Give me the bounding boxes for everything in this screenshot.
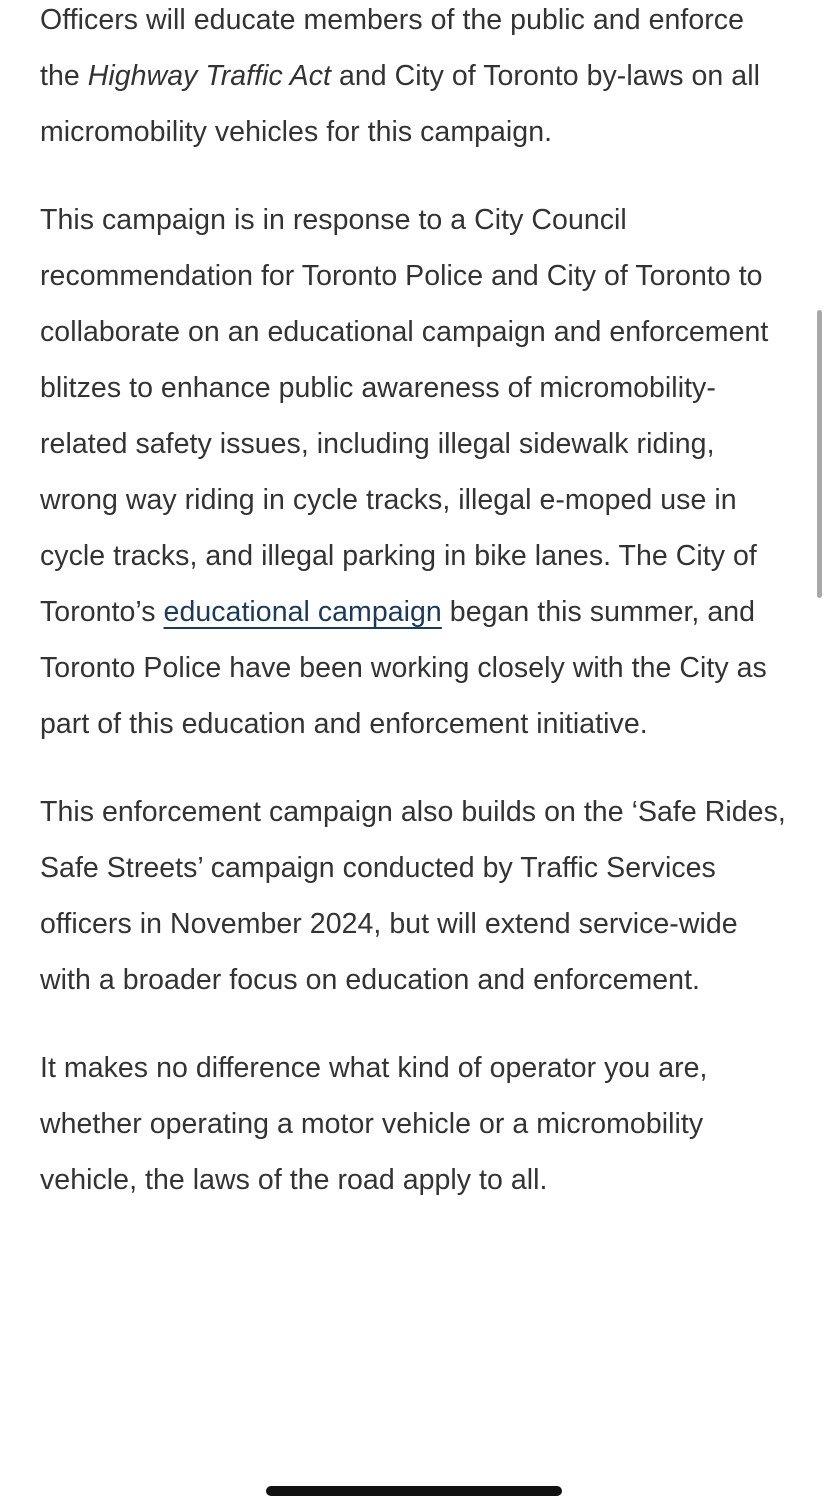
educational-campaign-link[interactable]: educational campaign xyxy=(163,596,442,628)
paragraph-enforcement-intro xyxy=(40,0,788,160)
paragraph-safe-rides: This enforcement campaign also builds on the ‘Safe Rides, Safe Streets’ campaign conducted by Traffic Services officers in November 2024, but will extend service-wide with a broader focus on education and enforcement. xyxy=(40,796,786,996)
paragraph-campaign-context xyxy=(40,192,788,752)
paragraph-1-text-end: and City of Toronto by-laws on all micromobility vehicles for this campaign. xyxy=(40,60,760,148)
scrollbar-thumb[interactable] xyxy=(817,310,822,598)
home-indicator[interactable] xyxy=(266,1486,562,1496)
paragraph-laws-apply: It makes no difference what kind of operator you are, whether operating a motor vehicle or a micromobility vehicle, the laws of the road apply to all. xyxy=(40,1052,708,1196)
paragraph-1-text-start: Officers will educate members of the public and enforce the xyxy=(40,4,744,92)
paragraph-2-text-start: This campaign is in response to a City Council recommendation for Toronto Police and City of Toronto to collaborate on an educational campaign and enforcement blitzes to enhance public awareness of micromobility-related safety issues, including illegal sidewalk riding, wrong way riding in cycle tracks, illegal e-moped use in cycle tracks, and illegal parking in bike lanes. The City of Toronto’s xyxy=(40,204,769,628)
paragraph-2-text-end: began this summer, and Toronto Police have been working closely with the City as part of this education and enforcement initiative. xyxy=(40,596,767,740)
article-body xyxy=(40,0,788,1240)
highway-traffic-act-title: Highway Traffic Act xyxy=(87,60,332,92)
